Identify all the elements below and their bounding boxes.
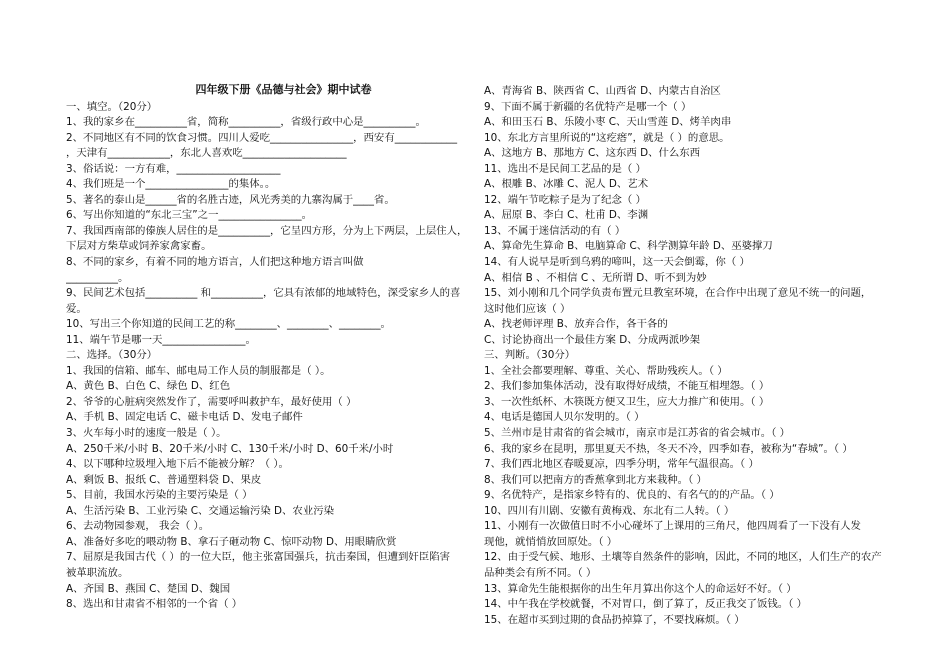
question-line: 11、选出不是民间工艺品的是（ ） [484, 162, 646, 175]
question-line: 现他，就悄悄放回原处。（ ） [484, 535, 618, 548]
question-line: A、准备好多吃的喂动物 B、拿石子砸动物 C、惊吓动物 D、用眼睛欣赏 [66, 535, 397, 548]
question-line: 10、写出三个你知道的民间工艺的称________、________、________。 [66, 318, 391, 331]
question-line: C、讨论协商出一个最佳方案 D、分成两派吵架 [484, 333, 700, 346]
question-line: 3、一次性纸杯、木筷既方便又卫生，应大力推广和使用。（ ） [484, 395, 770, 408]
question-line: A、这地方 B、那地方 C、这东西 D、什么东西 [484, 147, 701, 160]
question-line: 爱。 [66, 302, 87, 315]
question-line: 8、我们可以把南方的香蕉拿到北方来栽种。（ ） [484, 473, 707, 486]
question-line: 品种类会有所不同。（ ） [484, 566, 597, 579]
question-line: 5、著名的泰山是______省的名胜古迹，风光秀美的九寨沟属于____省。 [66, 193, 395, 206]
question-line: A、根雕 B、冰雕 C、泥人 D、艺术 [484, 178, 649, 191]
question-line: 这时他们应该（ ） [484, 302, 571, 315]
question-line: 5、目前，我国水污染的主要污染是（ ） [66, 489, 253, 502]
question-line: 9、民间艺术包括__________ 和__________，它具有浓郁的地域特色，深受家乡人的喜 [66, 287, 461, 300]
question-line: 10、东北方言里所说的“这疙瘩”，就是（ ）的意思。 [484, 131, 730, 144]
question-line: 下层对方柴草或饲养家禽家畜。 [66, 240, 212, 253]
question-line: 6、去动物园参观， 我会（ ）。 [66, 520, 210, 533]
question-line: ，天津有____________，东北人喜欢吃____________________ [66, 147, 347, 160]
question-line: 3、火车每小时的速度一般是（ ）。 [66, 427, 227, 440]
question-line: 11、端午节是哪一天________________。 [66, 333, 256, 346]
question-line: 8、不同的家乡，有着不同的地方语言，人们把这种地方语言叫做 [66, 256, 364, 269]
question-line: 7、我国西南部的傣族人居住的是__________，它呈四方形，分为上下两层，上层住人， [66, 224, 468, 237]
question-line: 一、填空。（20分） [66, 100, 158, 113]
question-line: 被革职流放。 [66, 566, 129, 579]
question-line: 9、下面不属于新疆的名优特产是哪一个（ ） [484, 100, 692, 113]
question-line: 2、爷爷的心脏病突然发作了，需要呼叫救护车，最好使用（ ） [66, 395, 357, 408]
question-line: 14、有人说早是听到乌鸦的啼叫，这一天会倒霉，你（ ） [484, 256, 750, 269]
left-column [66, 82, 471, 613]
question-line: 9、名优特产，是指家乡特有的、优良的、有名气的的产品。（ ） [484, 489, 780, 502]
question-line: 10、四川有川剧、安徽有黄梅戏、东北有二人转。（ ） [484, 504, 735, 517]
question-line: A、手机 B、固定电话 C、磁卡电话 D、发电子邮件 [66, 411, 303, 424]
question-line: A、算命先生算命 B、电脑算命 C、科学测算年龄 D、巫婆撑刀 [484, 240, 773, 253]
question-line: A、生活污染 B、工业污染 C、交通运输污染 D、农业污染 [66, 504, 334, 517]
question-line: 15、刘小刚和几个同学负责布置元旦教室环境，在合作中出现了意见不统一的问题， [484, 287, 872, 300]
exam-title: 四年级下册《品德与社会》期中试卷 [195, 83, 372, 96]
question-line: 13、不属于迷信活动的有（ ） [484, 224, 626, 237]
question-line: 1、我国的信箱、邮车、邮电局工作人员的制服都是（ ）。 [66, 364, 331, 377]
question-line: A、齐国 B、燕国 C、楚国 D、魏国 [66, 582, 231, 595]
question-line: 12、由于受气候、地形、土壤等自然条件的影响，因此，不同的地区，人们生产的农产 [484, 551, 882, 564]
question-line: 4、我们班是一个________________的集体。。 [66, 178, 276, 191]
question-line: 4、电话是德国人贝尔发明的。（ ） [484, 411, 645, 424]
question-line: 1、我的家乡在__________省，简称__________，省级行政中心是__________。 [66, 116, 426, 129]
question-line: 4、以下哪种垃圾埋入地下后不能被分解？（ ）。 [66, 458, 289, 471]
question-line: 2、我们参加集体活动，没有取得好成绩，不能互相埋怨。（ ） [484, 380, 770, 393]
question-line: 三、判断。（30分） [484, 349, 576, 362]
question-line: 6、写出你知道的“东北三宝”之一________________。 [66, 209, 312, 222]
question-line: 5、兰州市是甘肃省的省会城市，南京市是江苏省的省会城市。（ ） [484, 427, 791, 440]
question-line: A、剩饭 B、报纸 C、普通塑料袋 D、果皮 [66, 473, 262, 486]
question-line: 7、屈原是我国古代（ ）的一位大臣，他主张富国强兵，抗击秦国，但遭到奸臣陷害 [66, 551, 450, 564]
question-line: 3、俗话说：一方有难，____________________ [66, 162, 281, 175]
question-line: A、找老师评理 B、放弃合作，各干各的 [484, 318, 668, 331]
question-line: A、青海省 B、陕西省 C、山西省 D、内蒙古自治区 [484, 85, 721, 97]
question-line: 1、全社会都要理解、尊重、关心、帮助残疾人。（ ） [484, 364, 728, 377]
question-line: 11、小刚有一次做值日时不小心碰坏了上课用的三角尺，他四周看了一下没有人发 [484, 520, 861, 533]
question-line: 8、选出和甘肃省不相邻的一个省（ ） [66, 598, 243, 611]
question-line: 7、我们西北地区春暖夏凉，四季分明，常年气温很高。（ ） [484, 458, 759, 471]
left-question-list [66, 100, 471, 613]
question-line: 6、我的家乡在昆明，那里夏天不热，冬天不冷，四季如春，被称为“春城”。（ ） [484, 442, 853, 455]
right-column [484, 84, 902, 628]
question-line: 12、端午节吃粽子是为了纪念（ ） [484, 193, 646, 206]
question-line: 二、选择。（30分） [66, 349, 158, 362]
question-line: 13、算命先生能根据你的出生年月算出你这个人的命运好不好。（ ） [484, 582, 797, 595]
question-line: 2、不同地区有不同的饮食习惯。四川人爱吃________________，西安有____________ [66, 131, 458, 144]
question-line: __________。 [66, 271, 129, 284]
question-line: 14、中午我在学校就餐，不对胃口，倒了算了，反正我交了饭钱。（ ） [484, 598, 808, 611]
question-line: A、和田玉石 B、乐陵小枣 C、天山雪莲 D、烤羊肉串 [484, 116, 732, 129]
question-line: A、黄色 B、白色 C、绿色 D、红色 [66, 380, 231, 393]
question-line: A、250千米/小时 B、20千米/小时 C、130千米/小时 D、60千米/小时 [66, 442, 394, 455]
question-line: A、屈原 B、李白 C、杜甫 D、李渊 [484, 209, 649, 222]
question-line: 15、在超市买到过期的食品扔掉算了，不要找麻烦。（ ） [484, 613, 745, 626]
right-question-list [484, 84, 902, 628]
question-line: A、相信 B 、不相信 C 、无所谓 D、听不到为妙 [484, 271, 707, 284]
